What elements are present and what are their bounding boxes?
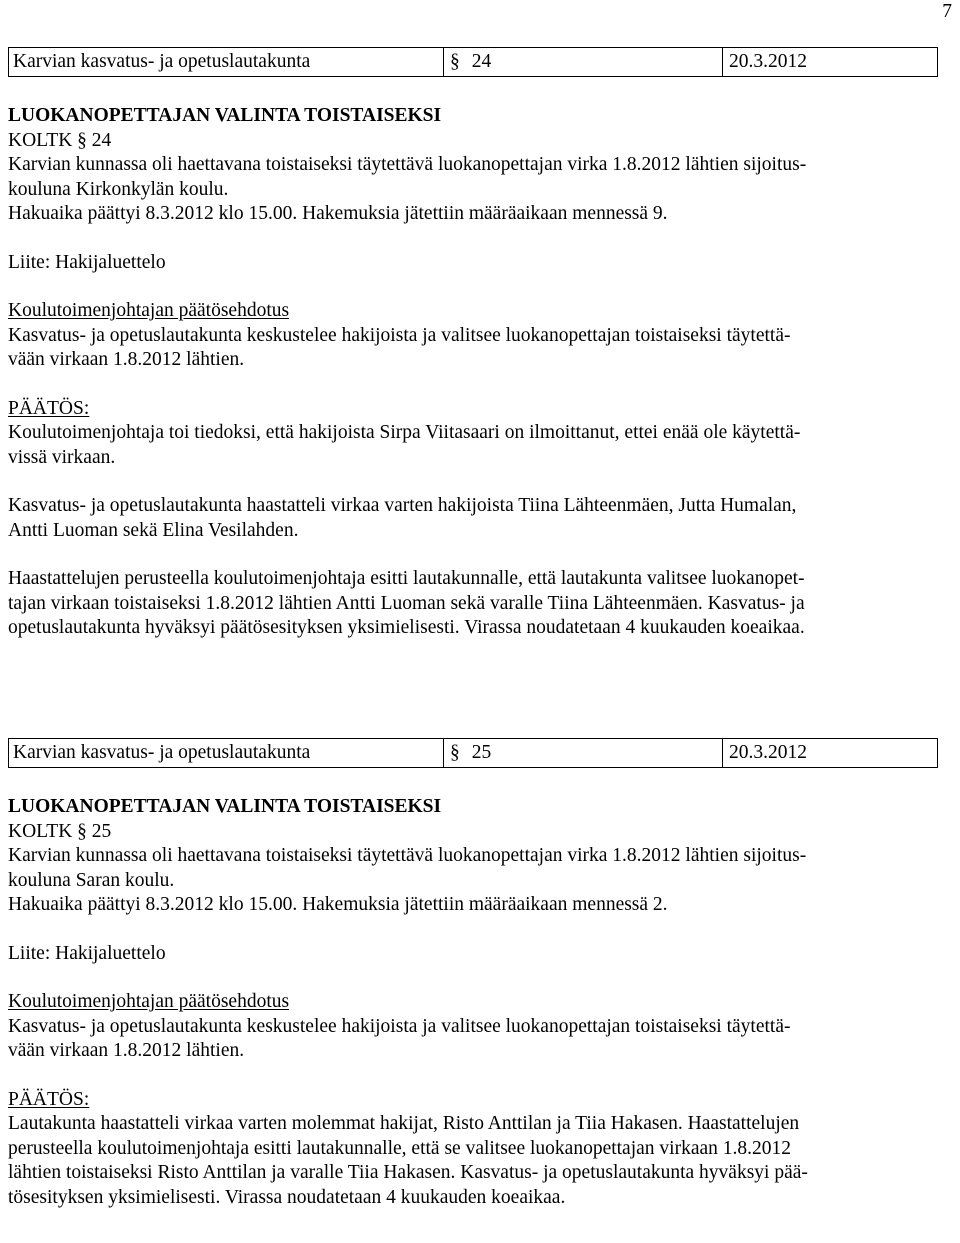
decision-line: vissä virkaan. (8, 446, 116, 468)
section-reference: KOLTK § 24 (8, 129, 112, 151)
proposal-line: vään virkaan 1.8.2012 lähtien. (8, 349, 245, 370)
decision-line: Haastattelujen perusteella koulutoimenjohtaja esitti lautakunnalle, että lautakunta valitsee luokanopet- (8, 568, 805, 589)
minutes-section-24 (8, 47, 952, 641)
attachment-note: Liite: Hakijaluettelo (8, 251, 166, 273)
board-name: Karvian kasvatus- ja opetuslautakunta (9, 48, 444, 77)
section-reference: KOLTK § 25 (8, 820, 112, 842)
meeting-date: 20.3.2012 (723, 48, 938, 77)
decision-line: perusteella koulutoimenjohtaja esitti lautakunnalle, että se valitsee luokanopettajan virkaan 1.8.2012 (8, 1137, 792, 1159)
proposal-line: Kasvatus- ja opetuslautakunta keskustelee hakijoista ja valitsee luokanopettajan toistaiseksi täytettä- (8, 324, 791, 346)
section-sign: § (450, 50, 460, 72)
decision-line: Kasvatus- ja opetuslautakunta haastatteli virkaa varten hakijoista Tiina Lähteenmäen, Jutta Humalan, (8, 495, 797, 516)
decision-heading: PÄÄTÖS: (8, 1088, 90, 1110)
proposal-heading: Koulutoimenjohtajan päätösehdotus (8, 991, 290, 1012)
minutes-section-25 (8, 738, 952, 1210)
section-header-table (8, 738, 938, 768)
section-header-table (8, 47, 938, 77)
section-sign: § (450, 741, 460, 763)
section-title: LUOKANOPETTAJAN VALINTA TOISTAISEKSI (8, 105, 442, 126)
attachment-note: Liite: Hakijaluettelo (8, 942, 166, 964)
intro-line: Karvian kunnassa oli haettavana toistaiseksi täytettävä luokanopettajan virka 1.8.2012 lähtien sijoitus- (8, 154, 807, 175)
page-number: 7 (942, 1, 952, 22)
decision-line: lähtien toistaiseksi Risto Anttilan ja varalle Tiia Hakasen. Kasvatus- ja opetuslautakunta hyväksyi pää- (8, 1162, 808, 1183)
intro-line: Hakuaika päättyi 8.3.2012 klo 15.00. Hakemuksia jätettiin määräaikaan mennessä 2. (8, 894, 668, 915)
decision-line: opetuslautakunta hyväksyi päätösesityksen yksimielisesti. Virassa noudatetaan 4 kuukauden koeaikaa. (8, 617, 805, 638)
intro-line: kouluna Kirkonkylän koulu. (8, 178, 229, 200)
section-number: 24 (471, 50, 492, 72)
intro-line: kouluna Saran koulu. (8, 869, 175, 891)
decision-line: Lautakunta haastatteli virkaa varten molemmat hakijat, Risto Anttilan ja Tiia Hakasen. Haastattelujen (8, 1113, 800, 1134)
decision-heading: PÄÄTÖS: (8, 397, 90, 419)
proposal-heading: Koulutoimenjohtajan päätösehdotus (8, 300, 290, 321)
intro-line: Karvian kunnassa oli haettavana toistaiseksi täytettävä luokanopettajan virka 1.8.2012 lähtien sijoitus- (8, 845, 807, 866)
decision-line: Antti Luoman sekä Elina Vesilahden. (8, 519, 299, 541)
proposal-line: Kasvatus- ja opetuslautakunta keskustelee hakijoista ja valitsee luokanopettajan toistaiseksi täytettä- (8, 1015, 791, 1037)
section-number: 25 (471, 741, 492, 763)
board-name: Karvian kasvatus- ja opetuslautakunta (9, 739, 444, 768)
section-number-cell (444, 48, 723, 77)
proposal-line: vään virkaan 1.8.2012 lähtien. (8, 1040, 245, 1061)
decision-line: tajan virkaan toistaiseksi 1.8.2012 lähtien Antti Luoman sekä varalle Tiina Lähteenmäen. Kasvatus- ja (8, 592, 805, 614)
section-number-cell (444, 739, 723, 768)
decision-line: tösesityksen yksimielisesti. Virassa noudatetaan 4 kuukauden koeaikaa. (8, 1186, 566, 1208)
section-title: LUOKANOPETTAJAN VALINTA TOISTAISEKSI (8, 796, 442, 817)
meeting-date: 20.3.2012 (723, 739, 938, 768)
intro-line: Hakuaika päättyi 8.3.2012 klo 15.00. Hakemuksia jätettiin määräaikaan mennessä 9. (8, 203, 668, 224)
decision-line: Koulutoimenjohtaja toi tiedoksi, että hakijoista Sirpa Viitasaari on ilmoittanut, ettei enää ole käytettä- (8, 422, 801, 443)
